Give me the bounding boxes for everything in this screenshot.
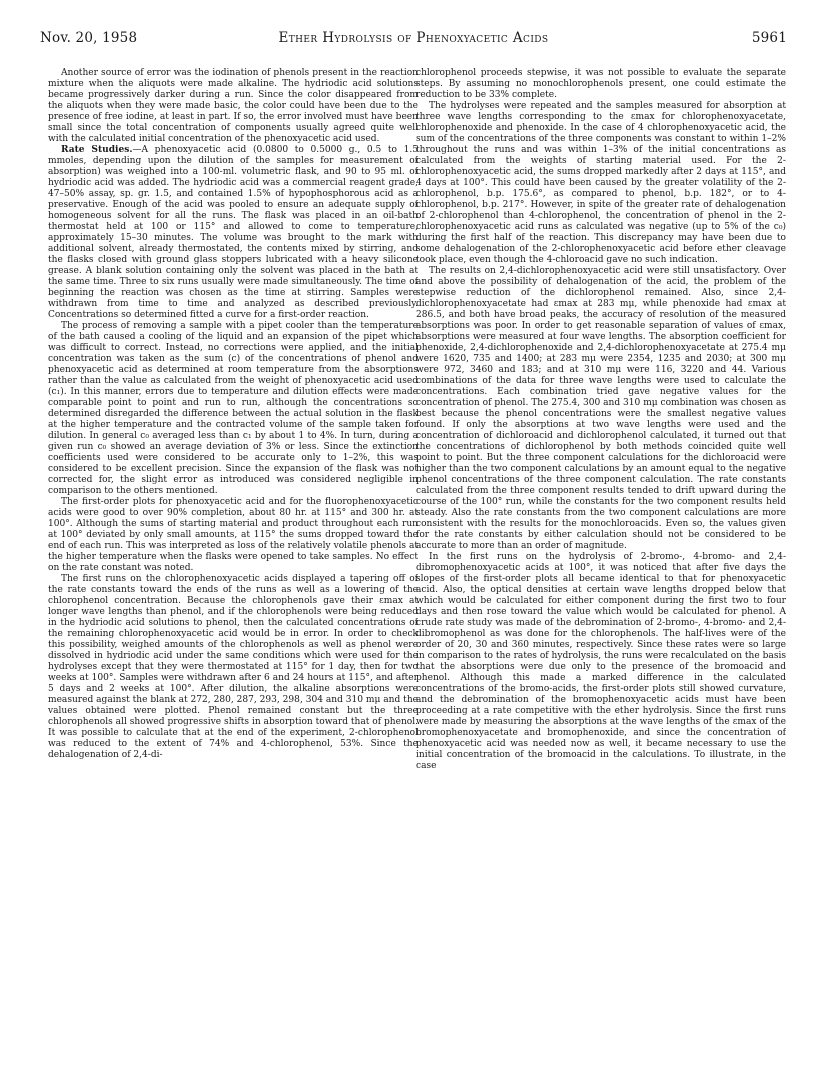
paragraph: The results on 2,4-dichlorophenoxyacetic acid were still unsatisfactory. Over and above the possibility of dehalogenation of the acid, the problem of the stepwise reduction of the dichlorophenol remained. Also, since 2,4-dichlorophenoxyacetate had εmax at 283 mμ, while phenoxide had εmax at 286.5, and both have broad peaks, the accuracy of resolution of the measured absorptions was poor. In order to get reasonable separation of values of εmax, absorptions were measured at four wave lengths. The absorption coefficient for phenoxide, 2,4-dichlorophenoxide and 2,4-dichlorophenoxyacetate at 275.4 mμ were 1620, 735 and 1400; at 283 mμ were 2354, 1235 and 2030; at 300 mμ were 972, 3460 and 183; and at 310 mμ were 116, 3220 and 44. Various combinations of the data for three wave lengths were used to calculate the concentrations. Each combination tried gave negative values for the concentration of phenol. The 275.4, 300 and 310 mμ combination was chosen as best because the phenol concentrations were the smallest negative values found. If only the absorptions at two wave lengths were used and the concentration of dichloroacid and dichlorophenol calculated, it turned out that the concentrations of dichlorophenol by both methods coincided quite well point to point. But the three component calculations for the dichloroacid were higher than the two component calculations by an amount equal to the negative phenol concentrations of the three component calculation. The rate constants calculated from the three component results tended to drift upward during the course of the 100° run, while the constants for the two component results held steady. Also the rate constants from the two component calculations are more consistent with the results for the monochloroacids. Even so, the values given for the rate constants by either calculation should not be considered to be accurate to more than an order of magnitude.: [416, 266, 786, 551]
paragraph: The first-order plots for phenoxyacetic acid and for the fluorophenoxyacetic acids were good to over 90% completion, about 80 hr. at 115° and 300 hr. at 100°. Although the sums of starting material and product throughout each run at 100° deviated by only small amounts, at 115° the sums dropped toward the end of each run. This was interpreted as loss of the relatively volatile phenols at the higher temperature when the flasks were opened to take samples. No effect on the rate constant was noted.: [48, 497, 418, 573]
paragraph: In the first runs on the hydrolysis of 2-bromo-, 4-bromo- and 2,4-dibromophenoxyacetic acids at 100°, it was noticed that after five days the slopes of the first-order plots all became identical to that for phenoxyacetic acid. Also, the optical densities at certain wave lengths dropped below that which would be calculated for either component during the first two to four days and then rose toward the value which would be calculated for phenol. A crude rate study was made of the debromination of 2-bromo-, 4-bromo- and 2,4-dibromophenol as was done for the chlorophenols. The half-lives were of the order of 20, 30 and 360 minutes, respectively. Since these rates were so large in comparison to the rates of hydrolysis, the runs were recalculated on the basis that the absorptions were due only to the presence of the bromoacid and phenol. Although this made a marked difference in the calculated concentrations of the bromo-acids, the first-order plots still showed curvature, and the debromination of the bromophenoxyacetic acids must have been proceeding at a rate competitive with the ether hydrolysis. Since the first runs were made by measuring the absorptions at the wave lengths of the εmax of the bromophenoxyacetate and bromophenoxide, and since the concentration of phenoxyacetic acid was needed now as well, it became necessary to use the initial concentration of the bromoacid in the calculations. To illustrate, in the case: [416, 552, 786, 771]
paragraph: The process of removing a sample with a pipet cooler than the temperature of the bath caused a cooling of the liquid and an expansion of the pipet which was difficult to correct. Instead, no corrections were applied, and the initial concentration was taken as the sum (c) of the concentrations of phenol and phenoxyacetic acid as determined at room temperature from the absorptions rather than the value as calculated from the weight of phenoxyacetic acid used (c₁). In this manner, errors due to temperature and dilution effects were made comparable point to point and run to run, although the concentrations so determined disregarded the difference between the actual solution in the flask at the higher temperature and the contracted volume of the sample taken for dilution. In general c₀ averaged less than c₁ by about 1 to 4%. In turn, during a given run c₀ showed an average deviation of 3% or less. Since the extinction coefficients used were considered to be accurate only to 1–2%, this was considered to be excellent precision. Since the expansion of the flask was not corrected for, the slight error as introduced was considered negligible in comparison to the others mentioned.: [48, 321, 418, 496]
paragraph: Another source of error was the iodination of phenols present in the reaction mixture when the aliquots were made alkaline. The hydriodic acid solutions became progressively darker during a run. Since the color disappeared from the aliquots when they were made basic, the color could have been due to the presence of free iodine, at least in part. If so, the error involved must have been small since the total concentration of components usually agreed quite well with the calculated initial concentration of the phenoxyacetic acid used.: [48, 68, 418, 144]
header-title: Ether Hydrolysis of Phenoxyacetic Acids: [278, 30, 549, 46]
header-date: Nov. 20, 1958: [40, 30, 138, 46]
running-header: [40, 30, 787, 48]
paragraph: The hydrolyses were repeated and the samples measured for absorption at three wave lengths corresponding to the εmax for chlorophenoxyacetate, chlorophenoxide and phenoxide. In the case of 4 chlorophenoxyacetic acid, the sum of the concentrations of the three components was constant to within 1–2% throughout the runs and was within 1–3% of the initial concentrations as calculated from the weights of starting material used. For the 2-chlorophenoxyacetic acid, the sums dropped markedly after 2 days at 115°, and 4 days at 100°. This could have been caused by the greater volatility of the 2-chlorophenol, b.p. 175.6°, as compared to phenol, b.p. 182°, or to 4-chlorophenol, b.p. 217°. However, in spite of the greater rate of dehalogenation of 2-chlorophenol than 4-chlorophenol, the concentration of phenol in the 2-chlorophenoxyacetic acid runs as calculated was negative (up to 5% of the c₀) during the first half of the reaction. This discrepancy may have been due to some dehalogenation of the 2-chlorophenoxyacetic acid before ether cleavage took place, even though the 4-chloroacid gave no such indication.: [416, 101, 786, 265]
page-number: 5961: [751, 30, 787, 46]
paragraph-continued: chlorophenol proceeds stepwise, it was not possible to evaluate the separate steps. By assuming no monochlorophenols present, one could estimate the reduction to be 33% complete.: [416, 68, 786, 100]
paragraph: The first runs on the chlorophenoxyacetic acids displayed a tapering off of the rate constants toward the ends of the runs as well as a lowering of the chlorophenol concentration. Because the chlorophenols gave their εmax at longer wave lengths than phenol, and if the chlorophenols were being reduced in the hydriodic acid solutions to phenol, then the calculated concentrations of the remaining chlorophenoxyacetic acid would be in error. In order to check this possibility, weighed amounts of the chlorophenols as well as phenol were dissolved in hydriodic acid under the same conditions which were used for the hydrolyses except that they were thermostated at 115° for 1 day, then for two weeks at 100°. Samples were withdrawn after 6 and 24 hours at 115°, and after 5 days and 2 weeks at 100°. After dilution, the alkaline absorptions were measured against the blank at 272, 280, 287, 293, 298, 304 and 310 mμ and the values obtained were plotted. Phenol remained constant but the three chlorophenols all showed progressive shifts in absorption toward that of phenol. It was possible to calculate that at the end of the experiment, 2-chlorophenol was reduced to the extent of 74% and 4-chlorophenol, 53%. Since the dehalogenation of 2,4-di-: [48, 574, 418, 760]
right-column: [416, 68, 786, 1058]
paragraph-rate-studies: Rate Studies.—A phenoxyacetic acid (0.0800 to 0.5000 g., 0.5 to 1.5 mmoles, depending upon the dilution of the samples for measurement of absorption) was weighed into a 100-ml. volumetric flask, and 90 to 95 ml. of hydriodic acid was added. The hydriodic acid was a commercial reagent grade, 47–50% assay, sp. gr. 1.5, and contained 1.5% of hypophosphorous acid as a preservative. Enough of the acid was pooled to ensure an adequate supply of homogeneous solvent for all the runs. The flask was placed in an oil-bath thermostat held at 100 or 115° and allowed to come to temperature, approximately 15–30 minutes. The volume was brought to the mark with additional solvent, already thermostated, the contents mixed by stirring, and the flasks closed with ground glass stoppers lubricated with a heavy silicone grease. A blank solution containing only the solvent was placed in the bath at the same time. Three to six runs usually were made simultaneously. The time of beginning the reaction was chosen as the time at stirring. Samples were withdrawn from time to time and analyzed as described previously. Concentrations so determined fitted a curve for a first-order reaction.: [48, 145, 418, 320]
section-heading: Rate Studies.: [61, 145, 133, 155]
left-column: [48, 68, 418, 1058]
